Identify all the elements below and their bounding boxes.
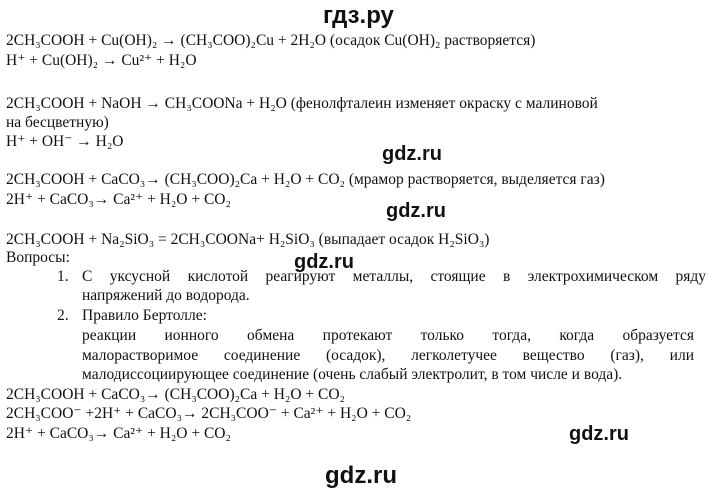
final-reaction-1: 2CH₃COOH + CaCO₃→ (CH₃COO)₂Ca + H₂O + CO₂ (6, 386, 345, 403)
final-reaction-2: 2CH₃COO⁻ +2H⁺ + CaCO₃→ 2CH₃COO⁻ + Ca²⁺ + H₂O + CO₂ (6, 405, 412, 422)
question-2-number: 2. (57, 307, 69, 324)
reaction-2-continued: на бесцветную) (6, 114, 109, 131)
question-1-number: 1. (57, 268, 69, 285)
question-2-title: Правило Бертолле: (82, 307, 207, 324)
question-1-line-2: напряжений до водорода. (82, 287, 250, 304)
watermark-right: gdz.ru (569, 423, 629, 445)
watermark-mid-3: gdz.ru (294, 251, 354, 273)
question-2-line-3: малодиссоциирующее соединение (очень слабый электролит, в том числе и вода). (82, 366, 623, 383)
reaction-2: 2CH₃COOH + NaOH → CH₃COONa + H₂O (фенолфталеин изменяет окраску с малиновой (6, 95, 598, 112)
question-1-line-1: С уксусной кислотой реагируют металлы, стоящие в электрохимическом ряду (82, 268, 706, 285)
reaction-1: 2CH₃COOH + Cu(OH)₂ → (CH₃COO)₂Cu + 2H₂O (осадок Cu(OH)₂ растворяется) (6, 32, 536, 49)
reaction-3-ionic: 2H⁺ + CaCO₃→ Ca²⁺ + H₂O + CO₂ (6, 191, 231, 208)
reaction-1-ionic: H⁺ + Cu(OH)₂ → Cu²⁺ + H₂O (6, 52, 197, 69)
watermark-top: гдз.ру (323, 2, 394, 29)
final-reaction-3: 2H⁺ + CaCO₃→ Ca²⁺ + H₂O + CO₂ (6, 425, 231, 442)
questions-heading: Вопросы: (6, 249, 70, 266)
watermark-mid-2: gdz.ru (386, 200, 446, 222)
question-2-line-2: малорастворимое соединение (осадок), легколетучее вещество (газ), или (82, 347, 694, 364)
watermark-mid-1: gdz.ru (382, 143, 442, 165)
question-2-line-1: реакции ионного обмена протекают только тогда, когда образуется (82, 327, 694, 344)
reaction-2-ionic: H⁺ + OH⁻ → H₂O (6, 133, 124, 150)
watermark-bottom: gdz.ru (325, 462, 397, 489)
reaction-3: 2CH₃COOH + CaCO₃→ (CH₃COO)₂Ca + H₂O + CO₂ (мрамор растворяется, выделяется газ) (6, 171, 605, 188)
reaction-4: 2CH₃COOH + Na₂SiO₃ = 2CH₃COONa+ H₂SiO₃ (выпадает осадок H₂SiO₃) (6, 231, 490, 248)
